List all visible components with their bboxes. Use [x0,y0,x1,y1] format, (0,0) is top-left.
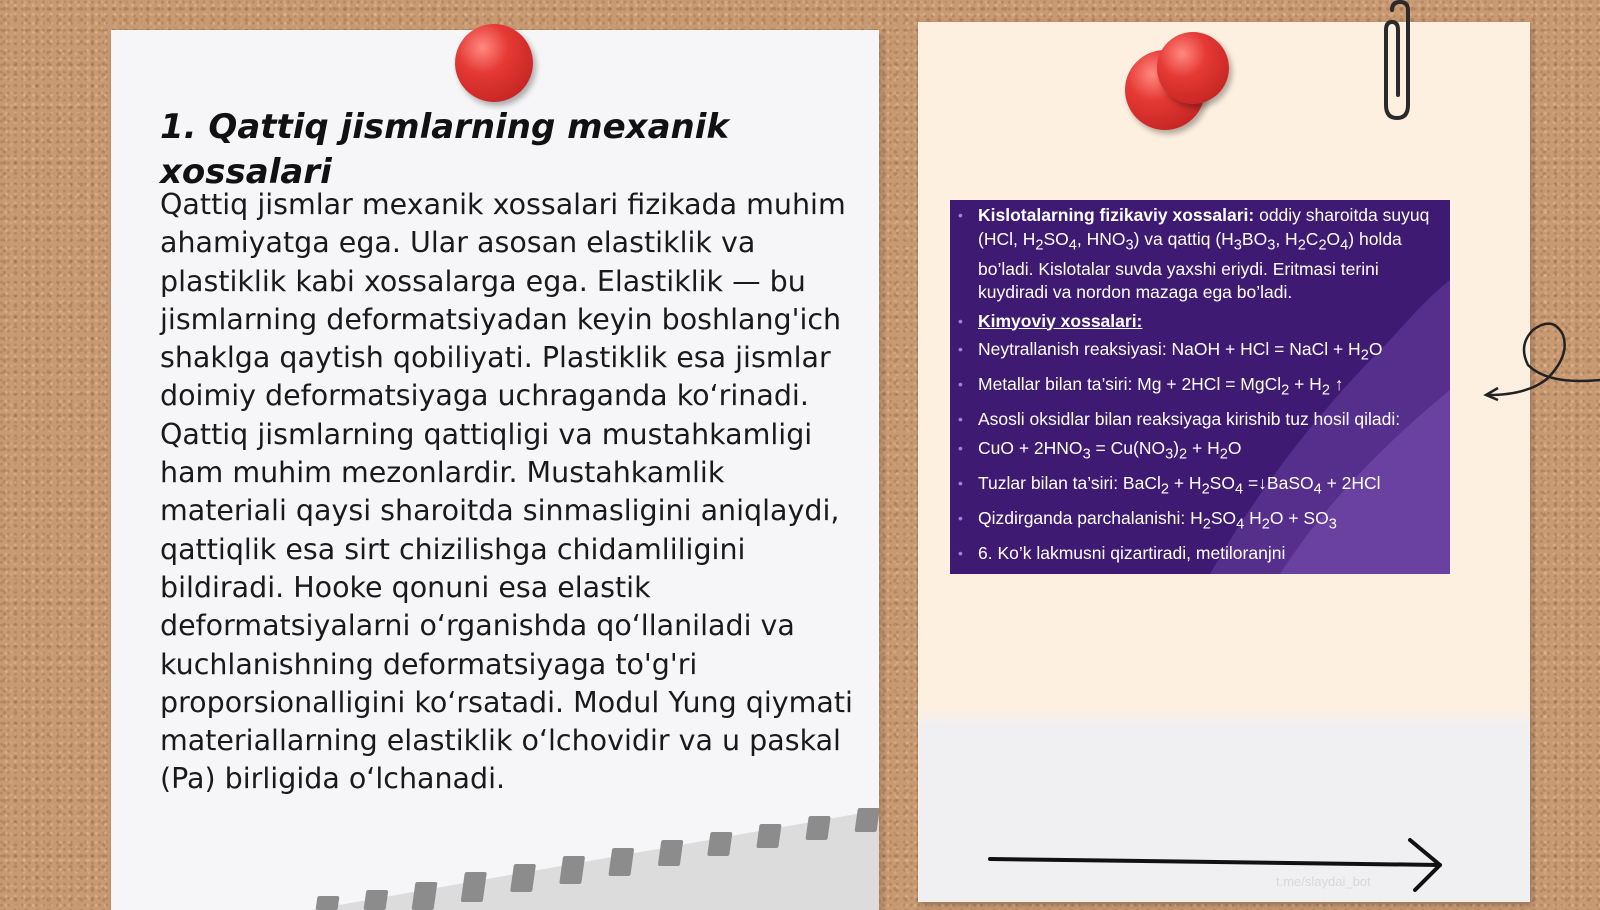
acid-properties-list [950,200,1450,565]
note-body-text: Qattiq jismlar mexanik xossalari fizikada muhim ahamiyatga ega. Ular asosan elastiklik va plastiklik kabi xossalarga ega. Elastiklik — bu jismlarning deformatsiyadan keyin boshlang'ich shaklga qaytish qobiliyati. Plastiklik esa jismlar doimiy deformatsiyaga uchraganda ko‘rinadi. Qattiq jismlarning qattiqligi va mustahkamligi ham muhim mezonlardir. Mustahkamlik materiali qaysi sharoitda sinmasligini aniqlaydi, qattiqlik esa sirt chizilishga chidamliligini bildiradi. Hooke qonuni esa elastik deformatsiyalarni o‘rganishda qo‘llaniladi va kuchlanishning deformatsiyaga to'g'ri proporsionalligini ko‘rsatadi. Modul Yung qiymati materiallarning elastiklik o‘lchovidir va u paskal (Pa) birligida o‘lchanadi. [160,188,853,796]
acid-properties-card [950,200,1450,574]
list-item: • Asosli oksidlar bilan reaksiyaga kirishib tuz hosil qiladi: [978,408,1440,432]
list-item: • Tuzlar bilan ta’siri: BaCl$_2$ + $H_2SO_4$ =↓BaSO$_4$ + 2HCl [978,472,1440,502]
torn-edge-decoration [111,800,879,910]
curly-arrow-decoration [1478,310,1600,410]
list-item: • Qizdirganda parchalanishi: $H_2SO_4$ $H_2O + SO_3$ [978,507,1440,537]
list-item: • 6. Ko’k lakmusni qizartiradi, metiloranjni [978,542,1440,566]
paperclip-icon [1372,0,1422,125]
list-item: • CuO + $2HNO_3 = Cu(NO_3)_2 + H_2O$ [978,437,1440,467]
list-item: • Kimyoviy xossalari: [978,310,1440,334]
note-title: 1. Qattiq jismlarning mexanik xossalari [160,107,730,192]
red-pushpin-left [455,24,533,102]
list-item: • Neytrallanish reaksiyasi: NaOH + HCl = NaCl + $H_2O$ [978,338,1440,368]
list-item: • Metallar bilan ta’siri: Mg + 2HCl = MgCl$_2$ + $H_2$ ↑ [978,373,1440,403]
watermark-text: t.me/slaydai_bot [1276,874,1371,889]
red-pushpin-right-front [1157,32,1229,104]
long-arrow-decoration [985,835,1445,895]
list-item: • Kislotalarning fizikaviy xossalari: oddiy sharoitda suyuq (HCl, $H_2SO_4$, $HNO_3$) va qattiq ($H_3BO_3$, $H_2C_2O_4$) holda bo’ladi. Kislotalar suvda yaxshi eriydi. Eritmasi terini kuydiradi va nordon mazaga ega bo’ladi. [978,204,1440,305]
